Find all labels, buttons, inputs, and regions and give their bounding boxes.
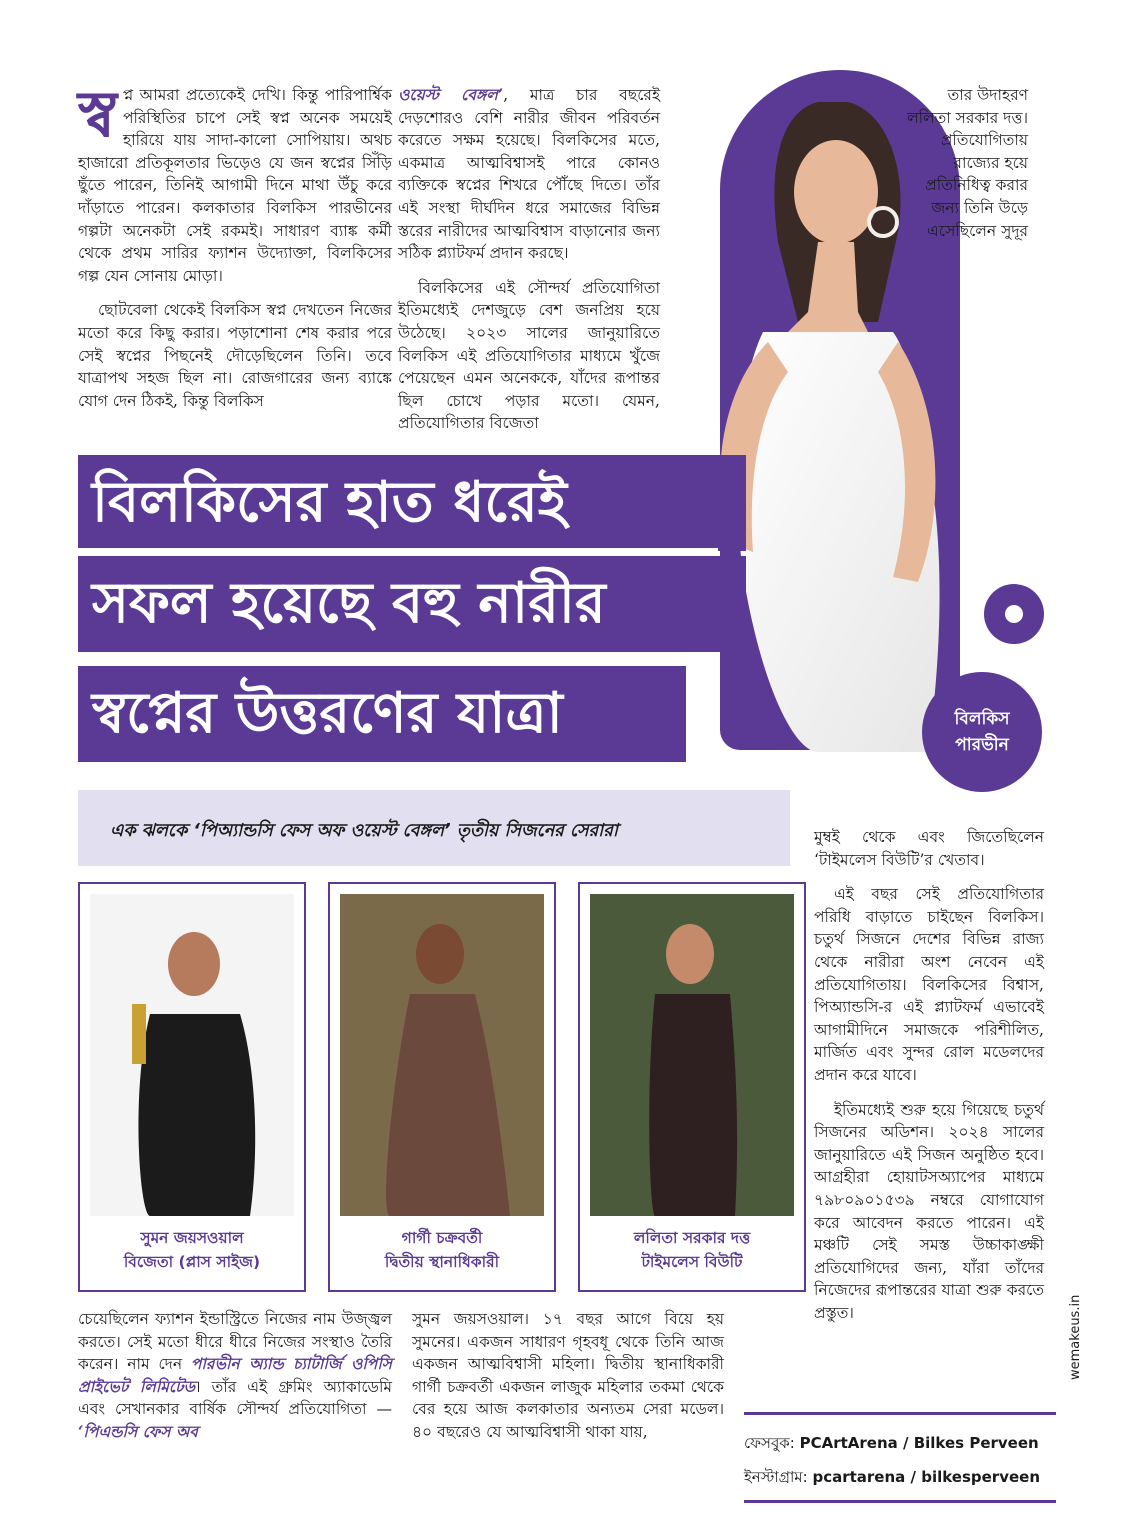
- headline-line-1: বিলকিসের হাত ধরেই: [78, 455, 746, 551]
- social-divider: [744, 1412, 1056, 1415]
- winner-caption: গার্গী চক্রবর্তী দ্বিতীয় স্থানাধিকারী: [384, 1229, 500, 1271]
- article-paragraph: চেয়েছিলেন ফ্যাশন ইন্ডাস্ট্রিতে নিজের নাম উজ্জ্বল করতে। সেই মতো ধীরে ধীরে নিজের সংস্থাও তৈরি করেন। নাম দেন পারভীন অ্যান্ড চ্যাটার্জি ওপিসি প্রাইভেট লিমিটেড। তাঁর এই গ্রুমিং অ্যাকাডেমি এবং সেখানকার বার্ষিক সৌন্দর্য প্রতিযোগিতা — ‘পিএন্ডসি ফেস অব: [78, 1310, 392, 1441]
- article-paragraph: এই বছর সেই প্রতিযোগিতার পরিধি বাড়াতে চাইছেন বিলকিস। চতুর্থ সিজনে দেশের বিভিন্ন রাজ্য থেকে নারীরা অংশ নেবেন এই প্রতিযোগিতায়। বিলকিসের বিশ্বাস, পিঅ্যান্ডসি-র এই প্ল্যাটফর্ম এভাবেই আগামীদিনে সমাজকে পরিশীলিত, মার্জিত এবং সুন্দর রোল মডেলদের প্রদান করে যাবে।: [814, 885, 1044, 1084]
- winner-caption: ললিতা সরকার দত্ত টাইমলেস বিউটি: [633, 1229, 751, 1271]
- article-paragraph: ইতিমধ্যেই শুরু হয়ে গিয়েছে চতুর্থ সিজনের অডিশন। ২০২৪ সালের জানুয়ারিতে এই সিজন অনুষ্ঠিত হবে। আগ্রহীরা হোয়াটসঅ্যাপের মাধ্যমে ৭৯৮০৯০১৫৩৯ নম্বরে যোগাযোগ করে আবেদন করতে পারেন। এই মঞ্চটি সেই সমস্ত উচ্চাকাঙ্ক্ষী প্রতিযোগিদের জন্য, যাঁরা তাঁদের নিজেদের রূপান্তরের যাত্রা শুরু করতে প্রস্তুত।: [814, 1100, 1044, 1322]
- winner-card: [328, 882, 556, 1292]
- article-paragraph: সুমন জয়সওয়াল। ১৭ বছর আগে বিয়ে হয় সুমনের। একজন সাধারণ গৃহবধূ থেকে তিনি আজ একজন আত্মবিশ্বাসী মহিলা। দ্বিতীয় স্থানাধিকারী গার্গী চক্রবর্তী একজন লাজুক মহিলার তকমা থেকে বের হয়ে আজ কলকাতার অন্যতম সেরা মডেল। ৪০ বছরেও যে আত্মবিশ্বাসী থাকা যায়,: [412, 1310, 724, 1441]
- gear-icon: [984, 584, 1044, 644]
- article-paragraph: তার উদাহরণ ললিতা সরকার দত্ত। প্রতিযোগিতায় রাজ্যের হয়ে প্রতিনিধিত্ব করার জন্য তিনি উড়ে এসেছিলেন সুদূর: [907, 86, 1028, 240]
- website-credit: wemakeus.in: [1068, 1294, 1083, 1380]
- headline-line-3: স্বপ্নের উত্তরণের যাত্রা: [78, 666, 686, 762]
- winner-photo: [90, 894, 294, 1216]
- article-column-1: [78, 77, 392, 424]
- instagram-line: ইনস্টাগ্রাম: pcartarena / bilkesperveen: [744, 1468, 1041, 1486]
- winner-photo: [340, 894, 544, 1216]
- winner-caption: সুমন জয়সওয়াল বিজেতা (প্লাস সাইজ): [123, 1229, 261, 1271]
- article-column-3: [900, 84, 1028, 254]
- article-paragraph: মুম্বই থেকে এবং জিতেছিলেন ‘টাইমলেস বিউটি’র খেতাব।: [814, 828, 1044, 869]
- name-badge: বিলকিস পারভীন: [922, 672, 1042, 792]
- headline-line-2: সফল হয়েছে বহু নারীর: [78, 556, 746, 652]
- article-paragraph: স্ব প্ন আমরা প্রত্যেকেই দেখি। কিন্তু পারিপার্শ্বিক পরিস্থিতির চাপে সেই স্বপ্ন অনেক সময়েই হারিয়ে যায় সাদা-কালো সোপিয়ায়। অথচ হাজারো প্রতিকূলতার ভিড়েও যে জন স্বপ্নের সিঁড়ি ছুঁতে পারেন, তিনিই আগামী দিনে মাথা উঁচু করে দাঁড়াতে পারেন। কলকাতার বিলকিস পারভীনের গল্পটা অনেকটা সেই রকমই। সাধারণ ব্যাঙ্ক কর্মী থেকে প্রথম সারির ফ্যাশন উদ্যোক্তা, বিলকিসের গল্প যেন সোনায় মোড়া।: [78, 77, 392, 285]
- facebook-line: ফেসবুক: PCArtArena / Bilkes Perveen: [744, 1434, 1039, 1452]
- article-paragraph: বিলকিসের এই সৌন্দর্য প্রতিযোগিতা ইতিমধ্যেই দেশজুড়ে বেশ জনপ্রিয় হয়ে উঠেছে। ২০২৩ সালের জানুয়ারিতে বিলকিস এই প্রতিযোগিতার মাধ্যমে খুঁজে পেয়েছেন এমন অনেককে, যাঁদের রূপান্তর ছিল চোখে পড়ার মতো। যেমন, প্রতিযোগিতার বিজেতা: [398, 278, 660, 433]
- article-column-right: [814, 826, 1044, 1336]
- winner-photo: [590, 894, 794, 1216]
- article-paragraph: ওয়েস্ট বেঙ্গল’, মাত্র চার বছরেই দেড়শোরও বেশি নারীর জীবন পরিবর্তন করেতে সক্ষম হয়েছে। বিলকিসের মতে, একমাত্র আত্মবিশ্বাসই পারে কোনও ব্যক্তিকে স্বপ্নের শিখরে পৌঁছে দিতে। তাঁর এই সংস্থা দীর্ঘদিন ধরে সমাজের বিভিন্ন স্তরের নারীদের আত্মবিশ্বাস বাড়ানোর জন্য সঠিক প্ল্যাটফর্ম প্রদান করছে।: [398, 85, 661, 263]
- article-column-2: [398, 84, 660, 447]
- drop-cap: স্ব: [78, 77, 117, 152]
- article-column-bottom-mid: [412, 1308, 724, 1456]
- article-paragraph: ছোটবেলা থেকেই বিলকিস স্বপ্ন দেখতেন নিজের মতো করে কিছু করার। পড়াশোনা শেষ করার পরে সেই স্বপ্নের পিছনেই দৌড়েছিলেন তিনি। তবে যাত্রাপথ সহজ ছিল না। রোজগারের জন্য ব্যাঙ্কে যোগ দেন ঠিকই, কিন্তু বিলকিস: [78, 301, 392, 410]
- winner-card: [578, 882, 806, 1292]
- article-column-bottom-left: [78, 1308, 392, 1456]
- gallery-title: এক ঝলকে ‘পিঅ্যান্ডসি ফেস অফ ওয়েস্ট বেঙ্গল’ তৃতীয় সিজনের সেরারা: [110, 821, 618, 841]
- winner-card: [78, 882, 306, 1292]
- social-divider: [744, 1500, 1056, 1503]
- headline-divider: [78, 548, 718, 554]
